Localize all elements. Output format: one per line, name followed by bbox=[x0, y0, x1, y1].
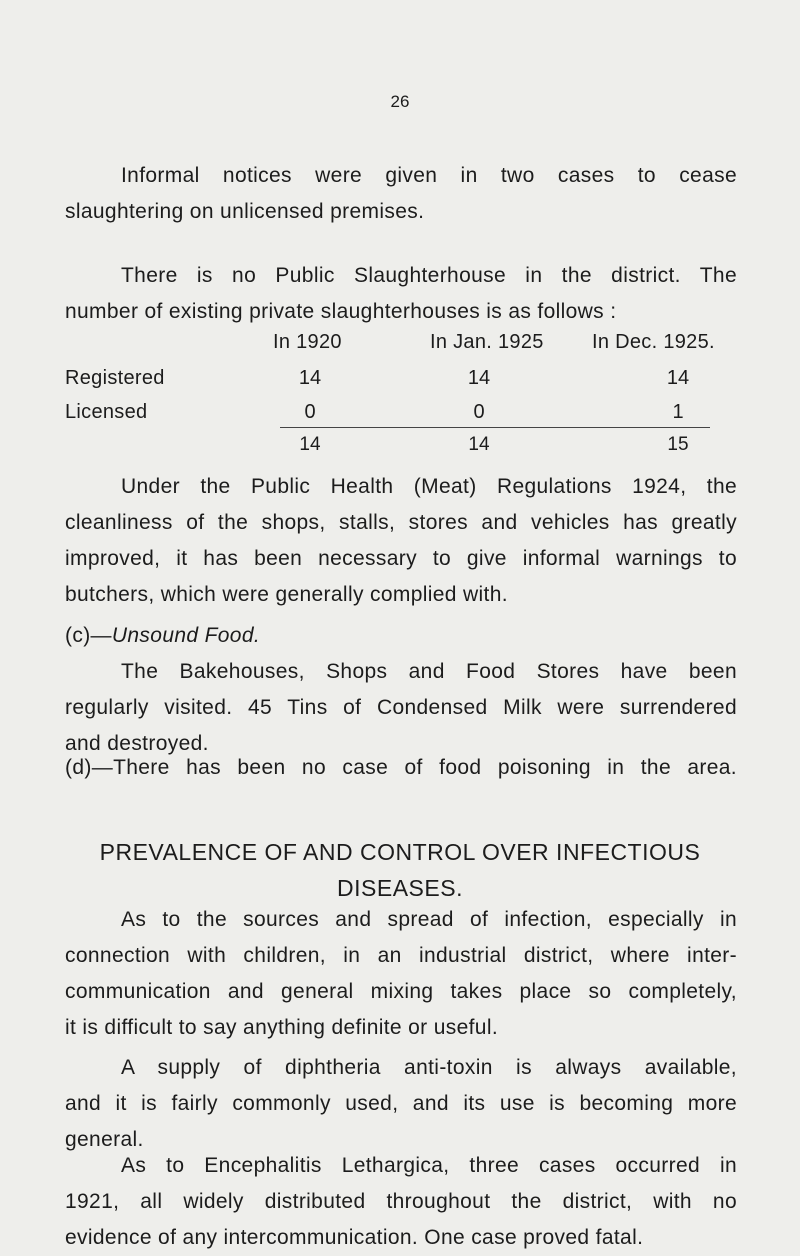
text-line: it is difficult to say anything definite or useful. bbox=[65, 1016, 499, 1039]
heading-line: DISEASES. bbox=[337, 875, 463, 901]
text-line: improved, it has been necessary to give informal warnings to bbox=[65, 547, 737, 570]
text-line: number of existing private slaughterhouses is as follows : bbox=[65, 300, 617, 323]
text-line: slaughtering on unlicensed premises. bbox=[65, 200, 425, 223]
total-divider bbox=[280, 427, 710, 428]
text-line: There is no Public Slaughterhouse in the district. The bbox=[121, 264, 737, 287]
text-line: evidence of any intercommunication. One case proved fatal. bbox=[65, 1226, 644, 1249]
paragraph-meat-regulations bbox=[65, 469, 737, 613]
paragraph-informal-notices bbox=[65, 158, 737, 230]
paragraph-sources-of-infection bbox=[65, 902, 737, 1046]
col-header-dec-1925: In Dec. 1925. bbox=[592, 331, 715, 353]
cell-value: 1 bbox=[672, 401, 684, 423]
total-value: 15 bbox=[667, 434, 689, 455]
row-label-licensed: Licensed bbox=[65, 401, 148, 423]
text-line: Under the Public Health (Meat) Regulations 1924, the bbox=[121, 475, 737, 498]
text-line: cleanliness of the shops, stalls, stores and vehicles has greatly bbox=[65, 511, 737, 534]
text-line: Informal notices were given in two cases to cease bbox=[121, 164, 737, 187]
text-line: regularly visited. 45 Tins of Condensed Milk were surrendered bbox=[65, 696, 737, 719]
text-line: As to the sources and spread of infection, especially in bbox=[121, 908, 737, 931]
text-line: connection with children, in an industrial district, where inter- bbox=[65, 944, 737, 967]
paragraph-food-poisoning bbox=[65, 750, 737, 786]
col-header-jan-1925: In Jan. 1925 bbox=[430, 331, 544, 353]
total-value: 14 bbox=[468, 434, 490, 455]
section-c-title: Unsound Food. bbox=[111, 624, 261, 647]
text-line: butchers, which were generally complied with. bbox=[65, 583, 508, 606]
heading-line: PREVALENCE OF AND CONTROL OVER INFECTIOUS bbox=[99, 839, 701, 865]
text-line: The Bakehouses, Shops and Food Stores have been bbox=[121, 660, 737, 683]
text-line: A supply of diphtheria anti-toxin is always available, bbox=[121, 1056, 737, 1079]
cell-value: 0 bbox=[473, 401, 485, 423]
row-label-registered: Registered bbox=[65, 367, 165, 389]
text-line: and it is fairly commonly used, and its use is becoming more bbox=[65, 1092, 737, 1115]
text-line: (d)—There has been no case of food poisoning in the area. bbox=[65, 756, 737, 779]
paragraph-slaughterhouses bbox=[65, 258, 737, 330]
paragraph-bakehouses bbox=[65, 654, 737, 762]
section-c-prefix: (c)— bbox=[65, 624, 112, 647]
cell-value: 14 bbox=[467, 367, 491, 389]
cell-value: 14 bbox=[666, 367, 690, 389]
cell-value: 14 bbox=[298, 367, 322, 389]
text-line: 1921, all widely distributed throughout the district, with no bbox=[65, 1190, 737, 1213]
section-heading-infectious-diseases bbox=[0, 834, 800, 906]
text-line: As to Encephalitis Lethargica, three cases occurred in bbox=[121, 1154, 737, 1177]
text-line: general. bbox=[65, 1128, 144, 1151]
page-number: 26 bbox=[390, 92, 410, 111]
paragraph-encephalitis bbox=[65, 1148, 737, 1256]
section-c-heading bbox=[65, 618, 737, 654]
col-header-1920: In 1920 bbox=[273, 331, 342, 353]
text-line: and destroyed. bbox=[65, 732, 209, 755]
text-line: communication and general mixing takes place so completely, bbox=[65, 980, 737, 1003]
paragraph-diphtheria bbox=[65, 1050, 737, 1158]
total-value: 14 bbox=[299, 434, 321, 455]
cell-value: 0 bbox=[304, 401, 316, 423]
